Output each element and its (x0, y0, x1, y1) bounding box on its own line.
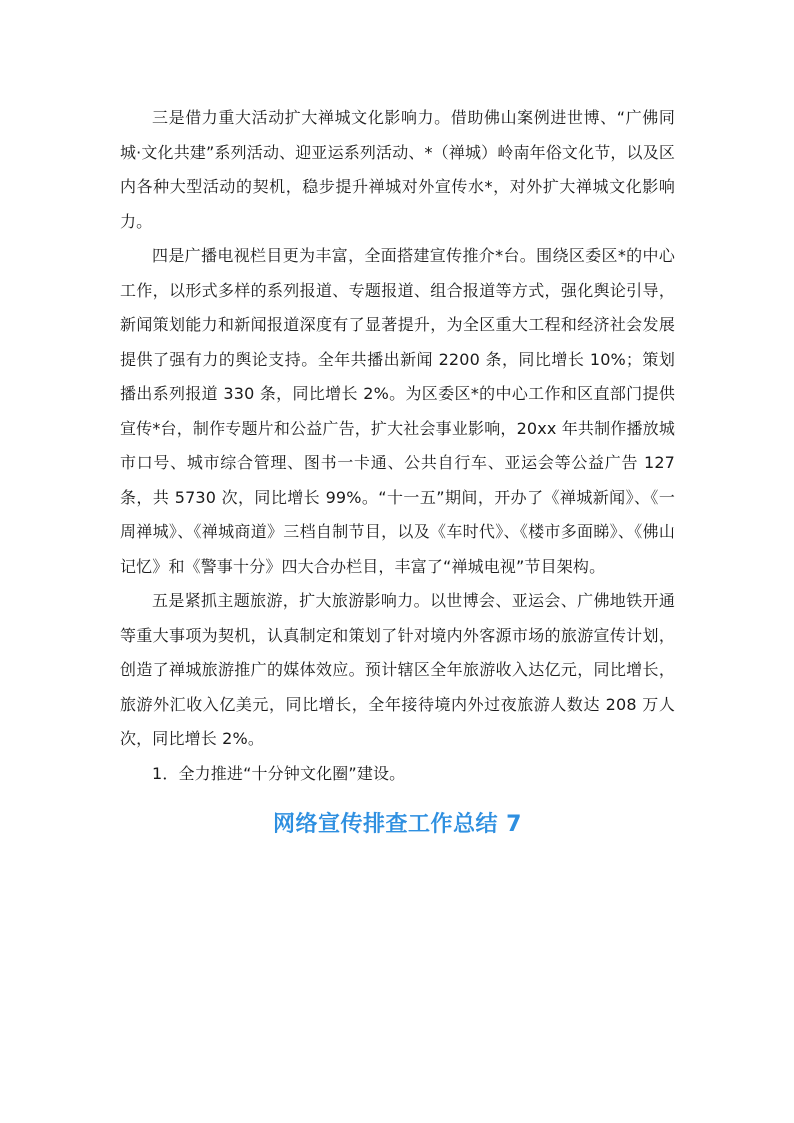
paragraph-tourism: 五是紧抓主题旅游，扩大旅游影响力。以世博会、亚运会、广佛地铁开通等重大事项为契机，认真制定和策划了针对境内外客源市场的旅游宣传计划，创造了禅城旅游推广的媒体效应。预计辖区全年旅游收入达亿元，同比增长，旅游外汇收入亿美元，同比增长，全年接待境内外过夜旅游人数达 208 万人次，同比增长 2%。 (120, 591, 675, 748)
paragraph-culture-influence: 三是借力重大活动扩大禅城文化影响力。借助佛山案例进世博、“广佛同城·文化共建”系列活动、迎亚运系列活动、*（禅城）岭南年俗文化节，以及区内各种大型活动的契机，稳步提升禅城对外宣传水*，对外扩大禅城文化影响力。 (120, 108, 675, 231)
document-body (120, 101, 675, 843)
paragraph-broadcast-tv: 四是广播电视栏目更为丰富，全面搭建宣传推介*台。围绕区委区*的中心工作，以形式多样的系列报道、专题报道、组合报道等方式，强化舆论引导，新闻策划能力和新闻报道深度有了显著提升，为全区重大工程和经济社会发展提供了强有力的舆论支持。全年共播出新闻 2200 条，同比增长 10%；策划播出系列报道 330 条，同比增长 2%。为区委区*的中心工作和区直部门提供宣传*台，制作专题片和公益广告，扩大社会事业影响，20xx 年共制作播放城市口号、城市综合管理、图书一卡通、公共自行车、亚运会等公益广告 127 条，共 5730 次，同比增长 99%。“十一五”期间，开办了《禅城新闻》、《一周禅城》、《禅城商道》三档自制节目，以及《车时代》、《楼市多面睇》、《佛山记忆》和《警事十分》四大合办栏目，丰富了“禅城电视”节目架构。 (120, 246, 675, 576)
section-title: 网络宣传排查工作总结 7 (273, 812, 522, 837)
list-item-culture-circle: 1．全力推进“十分钟文化圈”建设。 (152, 763, 406, 783)
